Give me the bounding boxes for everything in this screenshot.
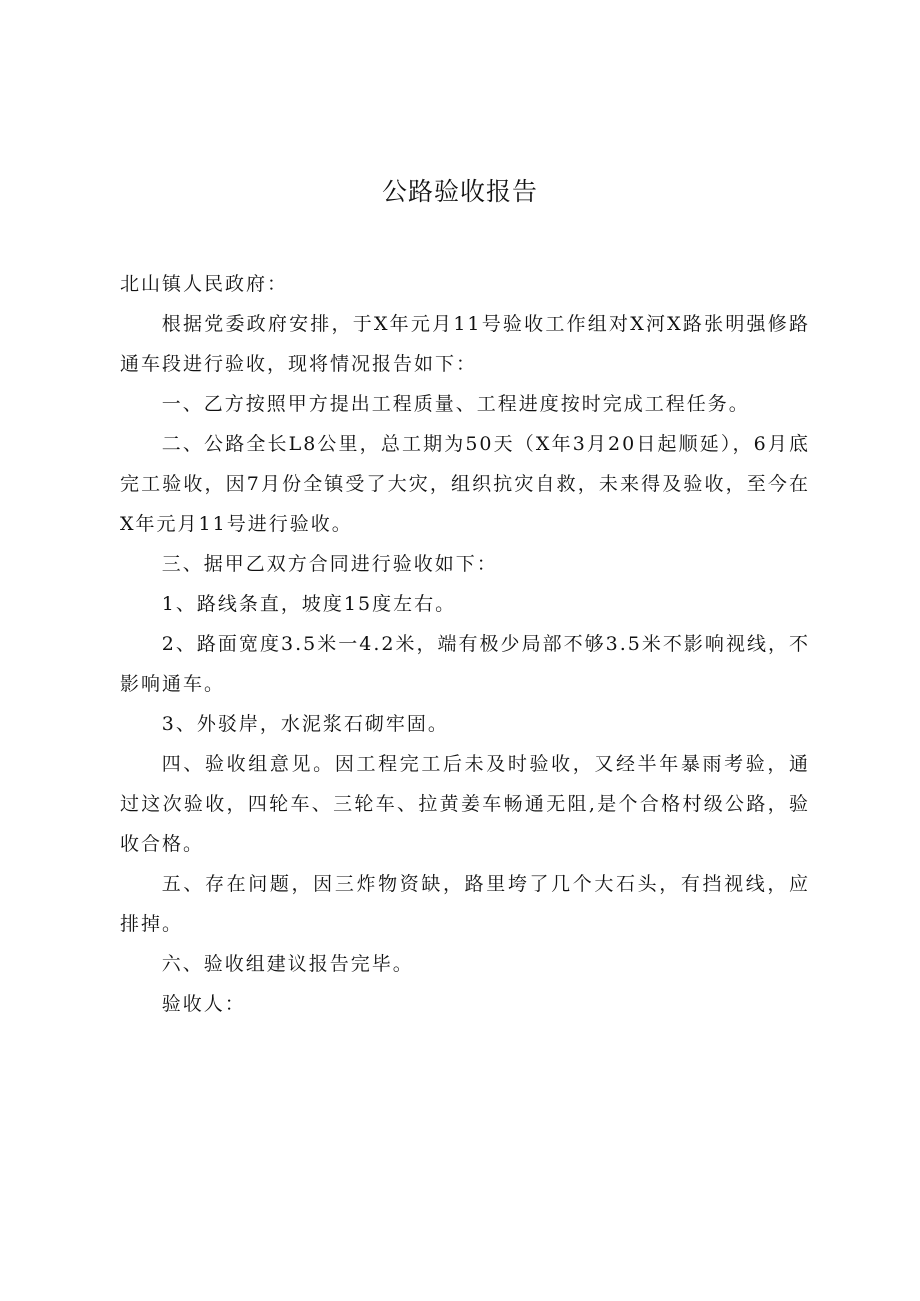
item-three-paragraph: 三、据甲乙双方合同进行验收如下：	[161, 553, 498, 575]
subitem-1-paragraph: 1、路线条直，坡度15度左右。	[161, 593, 457, 615]
document-title: 公路验收报告	[381, 177, 538, 206]
item-four-paragraph: 四、验收组意见。因工程完工后未及时验收，又经半年暴雨考验，通过这次验收，四轮车、三轮车、拉黄姜车畅通无阻,是个合格村级公路，验收合格。	[120, 753, 810, 855]
signatory-line: 验收人：	[161, 993, 246, 1015]
item-six-paragraph: 六、验收组建议报告完毕。	[161, 953, 414, 975]
document-body	[120, 264, 810, 1024]
item-one-paragraph: 一、乙方按照甲方提出工程质量、工程进度按时完成工程任务。	[161, 393, 750, 415]
salutation: 北山镇人民政府：	[120, 273, 289, 295]
item-two-paragraph: 二、公路全长L8公里，总工期为50天（X年3月20日起顺延），6月底完工验收，因7月份全镇受了大灾，组织抗灾自救，未来得及验收，至今在X年元月11号进行验收。	[120, 433, 810, 535]
item-five-paragraph: 五、存在问题，因三炸物资缺，路里垮了几个大石头，有挡视线，应排掉。	[120, 873, 810, 935]
intro-paragraph: 根据党委政府安排，于X年元月11号验收工作组对X河X路张明强修路通车段进行验收，现将情况报告如下：	[120, 313, 810, 375]
subitem-3-paragraph: 3、外驳岸，水泥浆石砌牢固。	[161, 713, 449, 735]
subitem-2-paragraph: 2、路面宽度3.5米一4.2米，端有极少局部不够3.5米不影响视线，不影响通车。	[120, 633, 810, 695]
